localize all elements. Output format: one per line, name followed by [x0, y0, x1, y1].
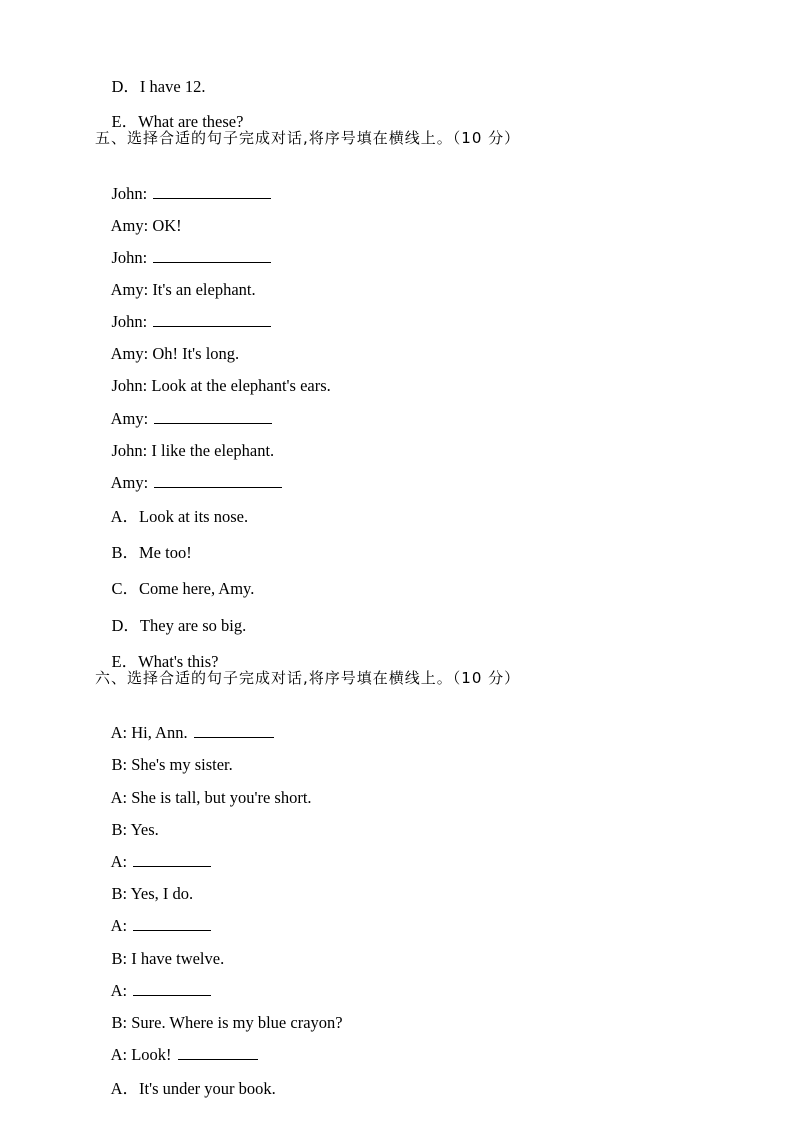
section-5-heading: 五、选择合适的句子完成对话,将序号填在横线上。（10 分）: [95, 129, 521, 147]
dialogue-text: I like the elephant.: [151, 441, 275, 460]
option-a: [95, 1059, 276, 1119]
speaker-label: John:: [111, 376, 148, 395]
dialogue-text: Look at the elephant's ears.: [151, 376, 331, 395]
option-label: C．: [111, 579, 140, 598]
dialogue-text: It's an elephant.: [152, 280, 256, 299]
option-label: D．: [111, 616, 140, 635]
dialogue-text: Yes, I do.: [130, 884, 194, 903]
section-6-heading: 六、选择合适的句子完成对话,将序号填在横线上。（10 分）: [95, 669, 521, 687]
dialogue-text: She is tall, but you're short.: [131, 788, 312, 807]
option-text: It's under your book.: [139, 1079, 276, 1098]
speaker-label: B:: [111, 949, 128, 968]
dialogue-text: I have twelve.: [131, 949, 225, 968]
speaker-label: A:: [110, 723, 128, 742]
dialogue-text: Yes.: [130, 820, 159, 839]
speaker-label: Amy:: [110, 473, 149, 492]
option-text: Come here, Amy.: [139, 579, 255, 598]
dialogue-text: OK!: [152, 216, 182, 235]
speaker-label: A:: [110, 981, 128, 1000]
option-text: Me too!: [139, 543, 192, 562]
answer-blank[interactable]: [154, 473, 282, 488]
option-label: E．: [111, 112, 139, 131]
speaker-label: B:: [111, 1013, 128, 1032]
speaker-label: B:: [111, 755, 128, 774]
option-text: I have 12.: [139, 77, 206, 96]
speaker-label: John:: [111, 441, 148, 460]
dialogue-text: Oh! It's long.: [152, 344, 240, 363]
dialogue-text: Sure. Where is my blue crayon?: [131, 1013, 343, 1032]
speaker-label: A:: [110, 1045, 128, 1064]
option-label: A．: [110, 507, 140, 526]
dialogue-text: Look!: [131, 1045, 172, 1064]
speaker-label: A:: [110, 852, 128, 871]
speaker-label: B:: [111, 884, 128, 903]
speaker-label: Amy:: [110, 280, 149, 299]
option-text: What are these?: [138, 112, 244, 131]
answer-blank[interactable]: [178, 1045, 258, 1060]
speaker-label: John:: [111, 248, 148, 267]
dialogue-text: Hi, Ann.: [131, 723, 188, 742]
speaker-label: John:: [111, 312, 148, 331]
speaker-label: Amy:: [110, 216, 149, 235]
option-text: Look at its nose.: [139, 507, 249, 526]
speaker-label: Amy:: [110, 409, 149, 428]
speaker-label: John:: [111, 184, 148, 203]
speaker-label: A:: [110, 788, 128, 807]
option-label: B．: [111, 543, 140, 562]
option-label: E．: [111, 652, 139, 671]
speaker-label: B:: [111, 820, 128, 839]
option-label: D．: [111, 77, 140, 96]
dialogue-text: She's my sister.: [131, 755, 233, 774]
speaker-label: A:: [110, 916, 128, 935]
speaker-label: Amy:: [110, 344, 149, 363]
option-text: They are so big.: [139, 616, 247, 635]
option-text: What's this?: [138, 652, 219, 671]
option-label: A．: [110, 1079, 140, 1098]
